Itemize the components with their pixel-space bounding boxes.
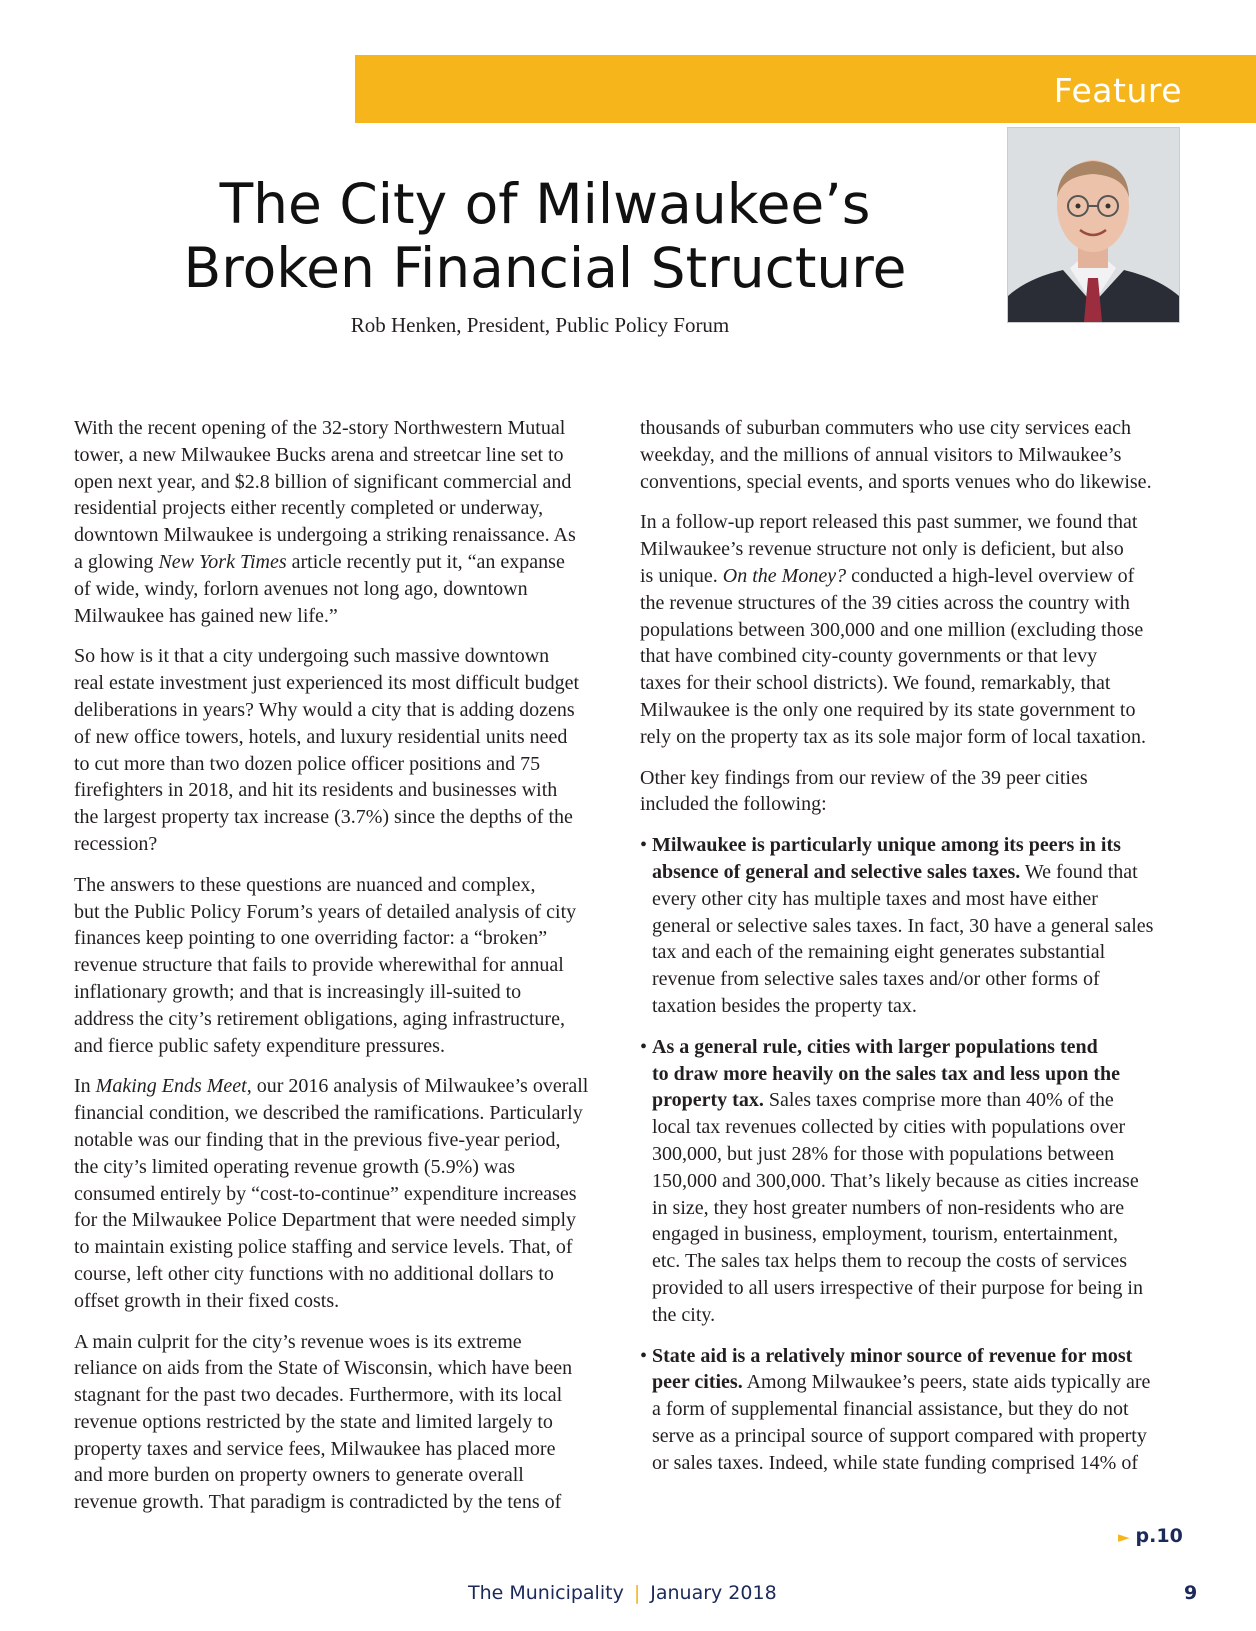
text-line: conventions, special events, and sports venues who do likewise. — [640, 470, 1152, 493]
text-line — [652, 1369, 1185, 1396]
text-span: Among Milwaukee’s peers, state aids typically are — [742, 1371, 1151, 1394]
text-line: With the recent opening of the 32-story Northwestern Mutual — [74, 417, 566, 439]
paragraph — [74, 1073, 619, 1314]
article-title — [160, 172, 930, 300]
page-footer — [0, 1582, 1256, 1612]
title-line-1: The City of Milwaukee’s — [219, 172, 871, 236]
text-line: Other key findings from our review of the 39 peer cities — [640, 766, 1088, 789]
text-line: included the following: — [640, 793, 827, 816]
text-line: but the Public Policy Forum’s years of detailed analysis of city — [74, 900, 577, 923]
paragraph — [74, 643, 619, 857]
text-line — [652, 1343, 1185, 1370]
text-line: property taxes and service fees, Milwaukee has placed more — [74, 1437, 556, 1460]
text-line: taxes for their school districts). We found, remarkably, that — [640, 672, 1111, 695]
bold-lead: peer cities. — [652, 1371, 743, 1394]
section-label: Feature — [1053, 71, 1182, 110]
text-line: notable was our finding that in the previous five-year period, — [74, 1128, 561, 1151]
text-line: stagnant for the past two decades. Furthermore, with its local — [74, 1384, 563, 1407]
text-line: downtown Milwaukee is undergoing a striking renaissance. As — [74, 524, 576, 547]
report-title: Making Ends Meet — [95, 1075, 247, 1098]
author-portrait-illustration — [1008, 128, 1179, 322]
text-line — [640, 563, 1185, 590]
text-line: A main culprit for the city’s revenue woes is its extreme — [74, 1330, 522, 1353]
text-line — [74, 1073, 619, 1100]
continued-page: p.10 — [1135, 1525, 1183, 1547]
paragraph — [74, 415, 619, 629]
text-line: revenue structure that fails to provide wherewithal for annual — [74, 954, 564, 977]
bold-lead: Milwaukee is particularly unique among its peers in its — [652, 834, 1121, 857]
bullet-item — [640, 832, 1185, 1020]
text-line — [652, 1087, 1185, 1114]
text-span: In — [74, 1075, 96, 1098]
text-line: and more burden on property owners to generate overall — [74, 1464, 524, 1487]
left-column — [74, 415, 619, 1530]
bullet-marker: • — [640, 1344, 648, 1367]
text-line: consumed entirely by “cost-to-continue” expenditure increases — [74, 1182, 577, 1205]
text-line: residential projects either recently completed or underway, — [74, 497, 544, 520]
text-span: Sales taxes comprise more than 40% of the — [763, 1089, 1114, 1112]
text-line: Milwaukee’s revenue structure not only is deficient, but also — [640, 538, 1124, 561]
text-line: course, left other city functions with no additional dollars to — [74, 1262, 554, 1285]
section-banner — [355, 55, 1256, 123]
text-line: local tax revenues collected by cities with populations over — [652, 1116, 1126, 1139]
text-line: deliberations in years? Why would a city that is adding dozens — [74, 698, 575, 721]
issue-date: January 2018 — [650, 1582, 777, 1604]
text-line: that have combined city-county governments or that levy — [640, 645, 1098, 668]
page-number: 9 — [1184, 1582, 1198, 1604]
text-line: revenue growth. That paradigm is contradicted by the tens of — [74, 1491, 562, 1514]
text-line — [652, 1034, 1185, 1061]
text-line: of new office towers, hotels, and luxury residential units need — [74, 725, 568, 748]
text-line: tax and each of the remaining eight generates substantial — [652, 941, 1106, 964]
text-line: serve as a principal source of support compared with property — [652, 1424, 1147, 1447]
text-line: and fierce public safety expenditure pressures. — [74, 1034, 445, 1057]
text-line: taxation besides the property tax. — [652, 994, 917, 1017]
bullet-marker: • — [640, 1035, 648, 1058]
text-line: In a follow-up report released this past summer, we found that — [640, 511, 1138, 534]
text-line: provided to all users irrespective of their purpose for being in — [652, 1276, 1143, 1299]
text-line: finances keep pointing to one overriding factor: a “broken” — [74, 927, 548, 950]
footer-publication — [468, 1582, 777, 1604]
text-line: So how is it that a city undergoing such massive downtown — [74, 645, 550, 668]
text-line: in size, they host greater numbers of non-residents who are — [652, 1196, 1125, 1219]
text-line: real estate investment just experienced its most difficult budget — [74, 672, 580, 695]
text-line: of wide, windy, forlorn avenues not long ago, downtown — [74, 577, 528, 600]
bullet-item — [640, 1034, 1185, 1329]
bold-lead: State aid is a relatively minor source of revenue for most — [652, 1344, 1133, 1367]
text-line: open next year, and $2.8 billion of significant commercial and — [74, 470, 572, 493]
text-line: 300,000, but just 28% for those with populations between — [652, 1142, 1115, 1165]
text-line: revenue from selective sales taxes and/or other forms of — [652, 968, 1100, 991]
bold-lead: absence of general and selective sales taxes. — [652, 860, 1021, 883]
bold-lead: property tax. — [652, 1089, 764, 1112]
text-line: Milwaukee has gained new life.” — [74, 604, 338, 627]
text-line — [74, 549, 619, 576]
text-line — [652, 1061, 1185, 1088]
text-line — [652, 859, 1185, 886]
footer-separator: | — [633, 1582, 641, 1604]
text-span: is unique. — [640, 564, 723, 587]
paragraph — [640, 415, 1185, 495]
text-line: to maintain existing police staffing and service levels. That, of — [74, 1236, 573, 1259]
paragraph — [640, 765, 1185, 819]
bullet-item — [640, 1343, 1185, 1477]
bold-lead: to draw more heavily on the sales tax and less upon the — [652, 1062, 1120, 1085]
text-line: a form of supplemental financial assistance, but they do not — [652, 1398, 1129, 1421]
byline: Rob Henken, President, Public Policy Forum — [350, 313, 730, 337]
text-line: the largest property tax increase (3.7%) since the depths of the — [74, 806, 573, 829]
text-line: populations between 300,000 and one million (excluding those — [640, 618, 1144, 641]
author-photo — [1007, 127, 1180, 323]
text-span: a glowing — [74, 550, 159, 573]
text-line: to cut more than two dozen police officer positions and 75 — [74, 752, 541, 775]
text-line: tower, a new Milwaukee Bucks arena and streetcar line set to — [74, 443, 564, 466]
text-line: firefighters in 2018, and hit its residents and businesses with — [74, 779, 558, 802]
text-line: financial condition, we described the ramifications. Particularly — [74, 1102, 583, 1125]
text-line: reliance on aids from the State of Wisconsin, which have been — [74, 1357, 573, 1380]
text-line: or sales taxes. Indeed, while state funding comprised 14% of — [652, 1451, 1138, 1474]
paragraph — [74, 1329, 619, 1517]
text-line: 150,000 and 300,000. That’s likely because as cities increase — [652, 1169, 1139, 1192]
text-line: rely on the property tax as its sole major form of local taxation. — [640, 725, 1146, 748]
text-line — [652, 832, 1185, 859]
text-line: thousands of suburban commuters who use city services each — [640, 417, 1131, 439]
text-line: inflationary growth; and that is increasingly ill-suited to — [74, 980, 522, 1003]
bold-lead: As a general rule, cities with larger populations tend — [652, 1035, 1098, 1058]
paragraph — [640, 509, 1185, 750]
text-span: We found that — [1020, 860, 1138, 883]
text-line: recession? — [74, 832, 158, 855]
text-line: the city’s limited operating revenue growth (5.9%) was — [74, 1155, 515, 1178]
text-span: article recently put it, “an expanse — [286, 550, 565, 573]
publication-name: The Municipality — [468, 1582, 624, 1604]
text-line: every other city has multiple taxes and most have either — [652, 887, 1098, 910]
text-span: , our 2016 analysis of Milwaukee’s overall — [246, 1075, 589, 1098]
text-line: the revenue structures of the 39 cities across the country with — [640, 591, 1130, 614]
text-line: for the Milwaukee Police Department that were needed simply — [74, 1209, 577, 1232]
bullet-marker: • — [640, 834, 648, 857]
report-title: On the Money? — [722, 564, 847, 587]
text-line: engaged in business, employment, tourism, entertainment, — [652, 1223, 1119, 1246]
text-line: general or selective sales taxes. In fact, 30 have a general sales — [652, 914, 1154, 937]
text-line: revenue options restricted by the state and limited largely to — [74, 1410, 553, 1433]
text-line: offset growth in their fixed costs. — [74, 1289, 340, 1312]
paragraph — [74, 872, 619, 1060]
publication-title: New York Times — [158, 550, 287, 573]
text-line: The answers to these questions are nuanced and complex, — [74, 873, 536, 896]
text-line: Milwaukee is the only one required by its state government to — [640, 698, 1136, 721]
text-span: conducted a high-level overview of — [846, 564, 1135, 587]
text-line: the city. — [652, 1303, 716, 1326]
right-column — [640, 415, 1185, 1490]
continued-link[interactable] — [1118, 1525, 1183, 1547]
text-line: address the city’s retirement obligations, aging infrastructure, — [74, 1007, 565, 1030]
title-line-2: Broken Financial Structure — [183, 236, 907, 300]
text-line: weekday, and the millions of annual visitors to Milwaukee’s — [640, 443, 1122, 466]
text-line: etc. The sales tax helps them to recoup the costs of services — [652, 1250, 1128, 1273]
play-arrow-icon: ► — [1118, 1528, 1130, 1546]
